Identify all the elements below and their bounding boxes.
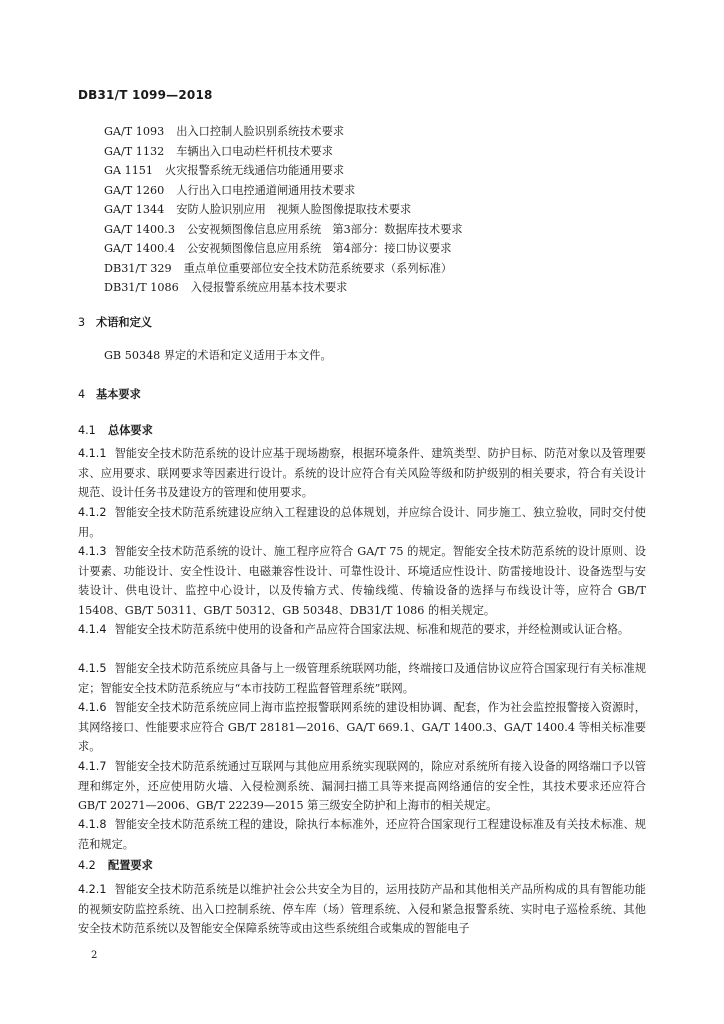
reference-title: 车辆出入口电动栏杆机技术要求 — [176, 144, 333, 158]
reference-title: 公安视频图像信息应用系统 第3部分：数据库技术要求 — [186, 222, 463, 236]
section-number: 3 — [78, 316, 86, 329]
clause-paragraph — [78, 620, 646, 640]
clause-text: 智能安全技术防范系统中使用的设备和产品应符合国家法规、标准和规范的要求，并经检测或认证合格。 — [114, 623, 630, 636]
reference-code: GA/T 1400.4 — [104, 242, 175, 255]
reference-item — [104, 278, 463, 298]
reference-code: GA 1151 — [104, 164, 154, 177]
clause-text: 智能安全技术防范系统应同上海市监控报警联网系统的建设相协调、配套，作为社会监控报警接入资源时，其网络接口、性能要求应符合 GB/T 28181—2016、GA/T 669.1、GA/T 1400.3、GA/T 1400.4 等相关标准要求。 — [78, 701, 646, 753]
reference-title: 火灾报警系统无线通信功能通用要求 — [165, 164, 345, 177]
clause-paragraph — [78, 444, 646, 503]
subsection-heading-general — [78, 422, 153, 438]
normative-reference-list — [104, 122, 463, 298]
reference-item — [104, 220, 463, 240]
reference-title: 公安视频图像信息应用系统 第4部分：接口协议要求 — [186, 242, 452, 255]
subsection-title: 配置要求 — [108, 859, 153, 872]
clause-paragraph — [78, 503, 646, 542]
reference-title: 安防人脸识别应用 视频人脸图像提取技术要求 — [176, 203, 412, 216]
clause-text: 智能安全技术防范系统是以维护社会公共安全为目的，运用技防产品和其他相关产品所构成的具有智能功能的视频安防监控系统、出入口控制系统、停车库（场）管理系统、入侵和紧急报警系统、实时电子巡检系统、其他安全技术防范系统以及智能安全保障系统等或由这些系统组合或集成的智能电子 — [78, 883, 646, 935]
reference-title: 重点单位重要部位安全技术防范系统要求（系列标准） — [183, 261, 453, 275]
reference-title: 人行出入口电控通道闸通用技术要求 — [176, 183, 356, 197]
clause-number: 4.2.1 — [78, 883, 107, 896]
clause-text: 智能安全技术防范系统工程的建设，除执行本标准外，还应符合国家现行工程建设标准及有关技术标准、规范和规定。 — [78, 818, 646, 851]
clause-number: 4.1.8 — [78, 818, 107, 831]
reference-code: DB31/T 1086 — [104, 281, 179, 294]
reference-item — [104, 161, 463, 181]
terms-paragraph: GB 50348 界定的术语和定义适用于本文件。 — [104, 349, 332, 362]
clause-paragraph — [78, 757, 646, 816]
clause-number: 4.1.6 — [78, 701, 107, 714]
reference-item — [104, 259, 463, 279]
clause-number: 4.1.1 — [78, 447, 107, 460]
subsection-number: 4.2 — [78, 859, 96, 872]
clause-paragraph — [78, 880, 646, 939]
clause-number: 4.1.7 — [78, 760, 107, 773]
reference-item — [104, 239, 463, 259]
section-title: 术语和定义 — [96, 316, 152, 329]
clause-paragraph — [78, 815, 646, 854]
reference-item — [104, 200, 463, 220]
reference-item — [104, 181, 463, 201]
section-title: 基本要求 — [96, 388, 141, 401]
page-number: 2 — [91, 950, 98, 961]
reference-title: 入侵报警系统应用基本技术要求 — [190, 281, 348, 294]
subsection-heading-configuration — [78, 857, 153, 873]
reference-code: GA/T 1344 — [104, 203, 165, 216]
reference-code: GA/T 1093 — [104, 125, 165, 138]
document-code: DB31/T 1099—2018 — [78, 88, 213, 102]
clause-text: 智能安全技术防范系统的设计应基于现场勘察，根据环境条件、建筑类型、防护目标、防范对象以及管理要求、应用要求、联网要求等因素进行设计。系统的设计应符合有关风险等级和防护级别的相关要求，符合有关设计规范、设计任务书及建设方的管理和使用要求。 — [78, 447, 646, 499]
reference-title: 出入口控制人脸识别系统技术要求 — [176, 125, 345, 138]
reference-item — [104, 142, 463, 162]
clause-text: 智能安全技术防范系统的设计、施工程序应符合 GA/T 75 的规定。智能安全技术防范系统的设计原则、设计要素、功能设计、安全性设计、电磁兼容性设计、可靠性设计、环境适应性设计、防雷接地设计、设备选型与安装设计、供电设计、监控中心设计，以及传输方式、传输线缆、传输设备的选择与布线设计等，应符合 GB/T 15408、GB/T 50311、GB/T 50312、GB 50348、DB31/T 1086 的相关规定。 — [78, 545, 646, 617]
subsection-number: 4.1 — [78, 424, 96, 437]
clause-text: 智能安全技术防范系统通过互联网与其他应用系统实现联网的，除应对系统所有接入设备的网络端口予以管理和绑定外，还应使用防火墙、入侵检测系统、漏洞扫描工具等来提高网络通信的安全性，其技术要求还应符合 GB/T 20271—2006、GB/T 22239—2015 第三级安全防护和上海市的相关规定。 — [78, 760, 646, 812]
reference-code: DB31/T 329 — [104, 261, 172, 275]
clause-number: 4.1.4 — [78, 623, 107, 636]
section-heading-basic-requirements — [78, 386, 141, 402]
clause-number: 4.1.3 — [78, 545, 107, 558]
clause-number: 4.1.2 — [78, 506, 107, 519]
reference-code: GA/T 1260 — [104, 183, 165, 197]
clause-paragraph — [78, 542, 646, 620]
clause-text: 智能安全技术防范系统应具备与上一级管理系统联网功能，终端接口及通信协议应符合国家现行有关标准规定；智能安全技术防范系统应与“本市技防工程监督管理系统”联网。 — [78, 662, 646, 695]
subsection-title: 总体要求 — [108, 424, 153, 437]
reference-item — [104, 122, 463, 142]
section-number: 4 — [78, 388, 86, 401]
clause-number: 4.1.5 — [78, 662, 107, 675]
reference-code: GA/T 1132 — [104, 144, 165, 158]
section-heading-terms — [78, 314, 152, 330]
clause-text: 智能安全技术防范系统建设应纳入工程建设的总体规划，并应综合设计、同步施工、独立验收，同时交付使用。 — [78, 506, 646, 539]
reference-code: GA/T 1400.3 — [104, 222, 175, 236]
clause-paragraph — [78, 698, 646, 757]
clause-paragraph — [78, 659, 646, 698]
